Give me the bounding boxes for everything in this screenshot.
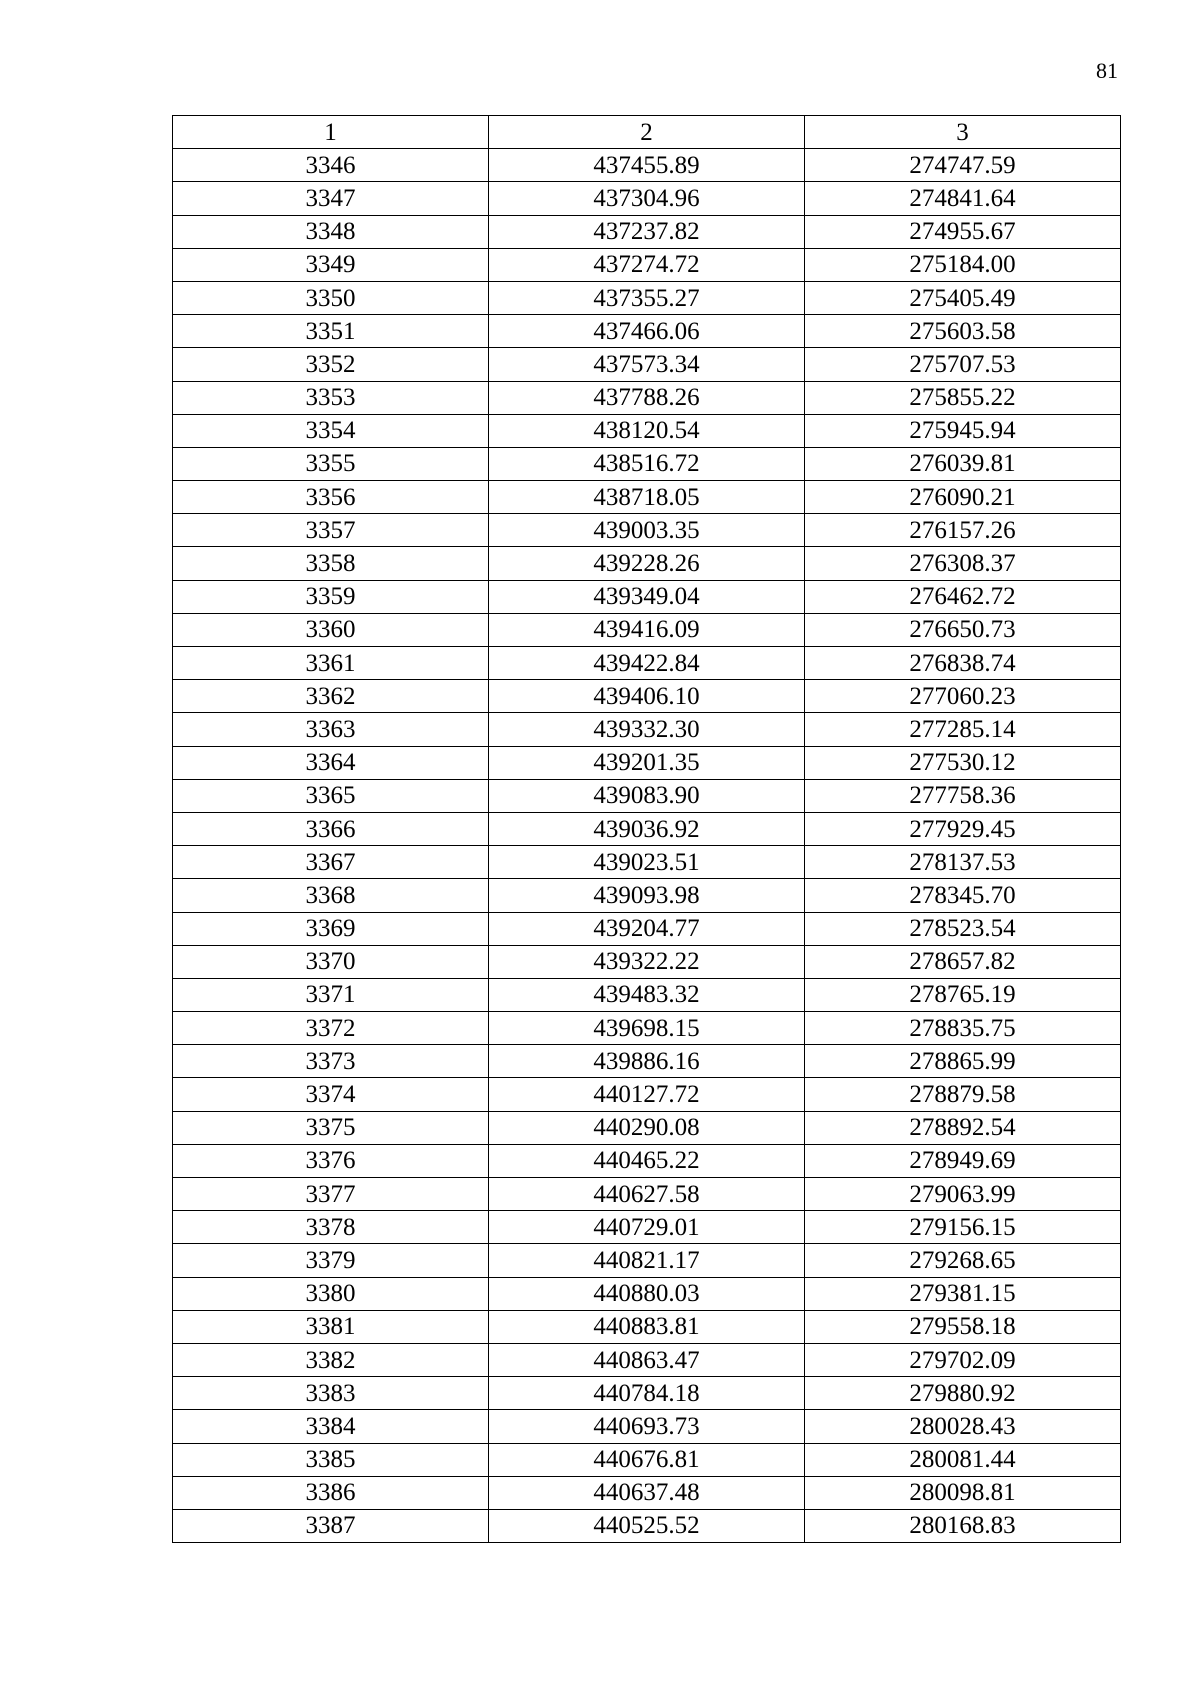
point-number-cell: 3360 bbox=[173, 613, 489, 646]
coordinate-y-cell: 275184.00 bbox=[805, 248, 1121, 281]
table-row bbox=[173, 978, 1121, 1011]
coordinate-x-cell: 440883.81 bbox=[489, 1310, 805, 1343]
table-row bbox=[173, 348, 1121, 381]
table-row bbox=[173, 414, 1121, 447]
coordinate-x-cell: 438120.54 bbox=[489, 414, 805, 447]
coordinate-y-cell: 278765.19 bbox=[805, 978, 1121, 1011]
point-number-cell: 3387 bbox=[173, 1509, 489, 1542]
table-row bbox=[173, 1410, 1121, 1443]
coordinate-x-cell: 439201.35 bbox=[489, 746, 805, 779]
point-number-cell: 3364 bbox=[173, 746, 489, 779]
coordinate-x-cell: 440729.01 bbox=[489, 1211, 805, 1244]
coordinate-y-cell: 276308.37 bbox=[805, 547, 1121, 580]
coordinate-y-cell: 279702.09 bbox=[805, 1343, 1121, 1376]
coordinate-y-cell: 280028.43 bbox=[805, 1410, 1121, 1443]
coordinate-y-cell: 274841.64 bbox=[805, 182, 1121, 215]
point-number-cell: 3356 bbox=[173, 481, 489, 514]
coordinate-x-cell: 440863.47 bbox=[489, 1343, 805, 1376]
table-row bbox=[173, 912, 1121, 945]
table-row bbox=[173, 713, 1121, 746]
coordinate-x-cell: 440637.48 bbox=[489, 1476, 805, 1509]
point-number-cell: 3372 bbox=[173, 1012, 489, 1045]
coordinate-x-cell: 439083.90 bbox=[489, 779, 805, 812]
point-number-cell: 3359 bbox=[173, 580, 489, 613]
table-row bbox=[173, 779, 1121, 812]
table-header-row bbox=[173, 116, 1121, 149]
coordinate-y-cell: 277530.12 bbox=[805, 746, 1121, 779]
coordinate-y-cell: 278865.99 bbox=[805, 1045, 1121, 1078]
coordinate-y-cell: 275855.22 bbox=[805, 381, 1121, 414]
coordinate-y-cell: 278137.53 bbox=[805, 846, 1121, 879]
point-number-cell: 3361 bbox=[173, 647, 489, 680]
coordinate-x-cell: 438718.05 bbox=[489, 481, 805, 514]
point-number-cell: 3386 bbox=[173, 1476, 489, 1509]
column-header-1: 1 bbox=[173, 116, 489, 149]
coordinate-y-cell: 276838.74 bbox=[805, 647, 1121, 680]
coordinate-x-cell: 440784.18 bbox=[489, 1377, 805, 1410]
point-number-cell: 3353 bbox=[173, 381, 489, 414]
point-number-cell: 3355 bbox=[173, 447, 489, 480]
table-row bbox=[173, 1343, 1121, 1376]
table-row bbox=[173, 182, 1121, 215]
table-body bbox=[173, 149, 1121, 1543]
point-number-cell: 3380 bbox=[173, 1277, 489, 1310]
point-number-cell: 3373 bbox=[173, 1045, 489, 1078]
point-number-cell: 3346 bbox=[173, 149, 489, 182]
page-number: 81 bbox=[1096, 58, 1118, 83]
table-row bbox=[173, 1244, 1121, 1277]
point-number-cell: 3370 bbox=[173, 945, 489, 978]
point-number-cell: 3384 bbox=[173, 1410, 489, 1443]
table-row bbox=[173, 281, 1121, 314]
coordinate-x-cell: 437274.72 bbox=[489, 248, 805, 281]
coordinate-y-cell: 275405.49 bbox=[805, 281, 1121, 314]
point-number-cell: 3357 bbox=[173, 514, 489, 547]
coordinate-x-cell: 439698.15 bbox=[489, 1012, 805, 1045]
table-row bbox=[173, 248, 1121, 281]
coordinate-y-cell: 278879.58 bbox=[805, 1078, 1121, 1111]
table-row bbox=[173, 580, 1121, 613]
point-number-cell: 3366 bbox=[173, 812, 489, 845]
table-row bbox=[173, 1443, 1121, 1476]
coordinate-y-cell: 275945.94 bbox=[805, 414, 1121, 447]
table-row bbox=[173, 1078, 1121, 1111]
coordinate-x-cell: 440127.72 bbox=[489, 1078, 805, 1111]
coordinate-y-cell: 276157.26 bbox=[805, 514, 1121, 547]
point-number-cell: 3347 bbox=[173, 182, 489, 215]
table-row bbox=[173, 1509, 1121, 1542]
coordinate-y-cell: 277285.14 bbox=[805, 713, 1121, 746]
coordinate-y-cell: 278345.70 bbox=[805, 879, 1121, 912]
coordinate-y-cell: 278949.69 bbox=[805, 1144, 1121, 1177]
table-row bbox=[173, 514, 1121, 547]
coordinate-x-cell: 439483.32 bbox=[489, 978, 805, 1011]
point-number-cell: 3382 bbox=[173, 1343, 489, 1376]
point-number-cell: 3375 bbox=[173, 1111, 489, 1144]
coordinate-x-cell: 437466.06 bbox=[489, 315, 805, 348]
table-row bbox=[173, 149, 1121, 182]
coordinate-x-cell: 437455.89 bbox=[489, 149, 805, 182]
point-number-cell: 3377 bbox=[173, 1178, 489, 1211]
coordinate-y-cell: 278835.75 bbox=[805, 1012, 1121, 1045]
coordinate-x-cell: 439886.16 bbox=[489, 1045, 805, 1078]
coordinate-x-cell: 437573.34 bbox=[489, 348, 805, 381]
table-row bbox=[173, 315, 1121, 348]
column-header-2: 2 bbox=[489, 116, 805, 149]
coordinate-y-cell: 280098.81 bbox=[805, 1476, 1121, 1509]
point-number-cell: 3374 bbox=[173, 1078, 489, 1111]
coordinate-y-cell: 276090.21 bbox=[805, 481, 1121, 514]
coordinate-x-cell: 439322.22 bbox=[489, 945, 805, 978]
table-row bbox=[173, 447, 1121, 480]
table-row bbox=[173, 812, 1121, 845]
coordinate-x-cell: 437237.82 bbox=[489, 215, 805, 248]
table-row bbox=[173, 846, 1121, 879]
coordinate-x-cell: 439332.30 bbox=[489, 713, 805, 746]
table-row bbox=[173, 1144, 1121, 1177]
coordinates-table bbox=[172, 115, 1121, 1543]
point-number-cell: 3352 bbox=[173, 348, 489, 381]
point-number-cell: 3368 bbox=[173, 879, 489, 912]
coordinate-x-cell: 440290.08 bbox=[489, 1111, 805, 1144]
coordinate-x-cell: 439003.35 bbox=[489, 514, 805, 547]
point-number-cell: 3358 bbox=[173, 547, 489, 580]
point-number-cell: 3379 bbox=[173, 1244, 489, 1277]
point-number-cell: 3348 bbox=[173, 215, 489, 248]
coordinate-x-cell: 440693.73 bbox=[489, 1410, 805, 1443]
table-row bbox=[173, 1045, 1121, 1078]
coordinate-y-cell: 278892.54 bbox=[805, 1111, 1121, 1144]
table-row bbox=[173, 1377, 1121, 1410]
point-number-cell: 3383 bbox=[173, 1377, 489, 1410]
coordinate-y-cell: 279156.15 bbox=[805, 1211, 1121, 1244]
point-number-cell: 3369 bbox=[173, 912, 489, 945]
table-row bbox=[173, 879, 1121, 912]
coordinate-y-cell: 279880.92 bbox=[805, 1377, 1121, 1410]
coordinate-y-cell: 277060.23 bbox=[805, 680, 1121, 713]
point-number-cell: 3378 bbox=[173, 1211, 489, 1244]
coordinate-x-cell: 440465.22 bbox=[489, 1144, 805, 1177]
coordinate-x-cell: 439093.98 bbox=[489, 879, 805, 912]
coordinate-y-cell: 277929.45 bbox=[805, 812, 1121, 845]
coordinate-x-cell: 439036.92 bbox=[489, 812, 805, 845]
coordinate-y-cell: 274747.59 bbox=[805, 149, 1121, 182]
table-row bbox=[173, 1310, 1121, 1343]
point-number-cell: 3367 bbox=[173, 846, 489, 879]
coordinate-x-cell: 439023.51 bbox=[489, 846, 805, 879]
point-number-cell: 3365 bbox=[173, 779, 489, 812]
coordinate-y-cell: 276650.73 bbox=[805, 613, 1121, 646]
coordinate-x-cell: 440880.03 bbox=[489, 1277, 805, 1310]
point-number-cell: 3362 bbox=[173, 680, 489, 713]
point-number-cell: 3350 bbox=[173, 281, 489, 314]
coordinate-x-cell: 439204.77 bbox=[489, 912, 805, 945]
coordinate-y-cell: 276462.72 bbox=[805, 580, 1121, 613]
coordinate-x-cell: 440821.17 bbox=[489, 1244, 805, 1277]
coordinate-x-cell: 437788.26 bbox=[489, 381, 805, 414]
coordinate-y-cell: 279381.15 bbox=[805, 1277, 1121, 1310]
column-header-3: 3 bbox=[805, 116, 1121, 149]
point-number-cell: 3385 bbox=[173, 1443, 489, 1476]
table-row bbox=[173, 1178, 1121, 1211]
coordinate-x-cell: 440627.58 bbox=[489, 1178, 805, 1211]
coordinate-x-cell: 439416.09 bbox=[489, 613, 805, 646]
coordinate-y-cell: 279558.18 bbox=[805, 1310, 1121, 1343]
coordinate-x-cell: 440676.81 bbox=[489, 1443, 805, 1476]
point-number-cell: 3351 bbox=[173, 315, 489, 348]
table-row bbox=[173, 547, 1121, 580]
table-row bbox=[173, 1277, 1121, 1310]
coordinate-x-cell: 440525.52 bbox=[489, 1509, 805, 1542]
coordinate-y-cell: 280081.44 bbox=[805, 1443, 1121, 1476]
table-row bbox=[173, 945, 1121, 978]
point-number-cell: 3381 bbox=[173, 1310, 489, 1343]
coordinate-y-cell: 276039.81 bbox=[805, 447, 1121, 480]
coordinate-y-cell: 275707.53 bbox=[805, 348, 1121, 381]
table-row bbox=[173, 746, 1121, 779]
table-row bbox=[173, 613, 1121, 646]
coordinate-x-cell: 439406.10 bbox=[489, 680, 805, 713]
coordinate-x-cell: 439228.26 bbox=[489, 547, 805, 580]
point-number-cell: 3376 bbox=[173, 1144, 489, 1177]
coordinate-x-cell: 439349.04 bbox=[489, 580, 805, 613]
point-number-cell: 3349 bbox=[173, 248, 489, 281]
table-row bbox=[173, 381, 1121, 414]
table-row bbox=[173, 215, 1121, 248]
table-row bbox=[173, 1111, 1121, 1144]
point-number-cell: 3363 bbox=[173, 713, 489, 746]
table-row bbox=[173, 1012, 1121, 1045]
table-row bbox=[173, 1476, 1121, 1509]
table-row bbox=[173, 1211, 1121, 1244]
table-row bbox=[173, 647, 1121, 680]
table-row bbox=[173, 680, 1121, 713]
coordinate-y-cell: 274955.67 bbox=[805, 215, 1121, 248]
coordinate-y-cell: 275603.58 bbox=[805, 315, 1121, 348]
coordinate-x-cell: 437355.27 bbox=[489, 281, 805, 314]
table-row bbox=[173, 481, 1121, 514]
coordinate-y-cell: 279268.65 bbox=[805, 1244, 1121, 1277]
point-number-cell: 3354 bbox=[173, 414, 489, 447]
coordinate-x-cell: 439422.84 bbox=[489, 647, 805, 680]
coordinate-y-cell: 279063.99 bbox=[805, 1178, 1121, 1211]
point-number-cell: 3371 bbox=[173, 978, 489, 1011]
coordinate-x-cell: 437304.96 bbox=[489, 182, 805, 215]
coordinate-y-cell: 278657.82 bbox=[805, 945, 1121, 978]
coordinate-y-cell: 280168.83 bbox=[805, 1509, 1121, 1542]
coordinate-x-cell: 438516.72 bbox=[489, 447, 805, 480]
coordinate-y-cell: 277758.36 bbox=[805, 779, 1121, 812]
coordinate-y-cell: 278523.54 bbox=[805, 912, 1121, 945]
